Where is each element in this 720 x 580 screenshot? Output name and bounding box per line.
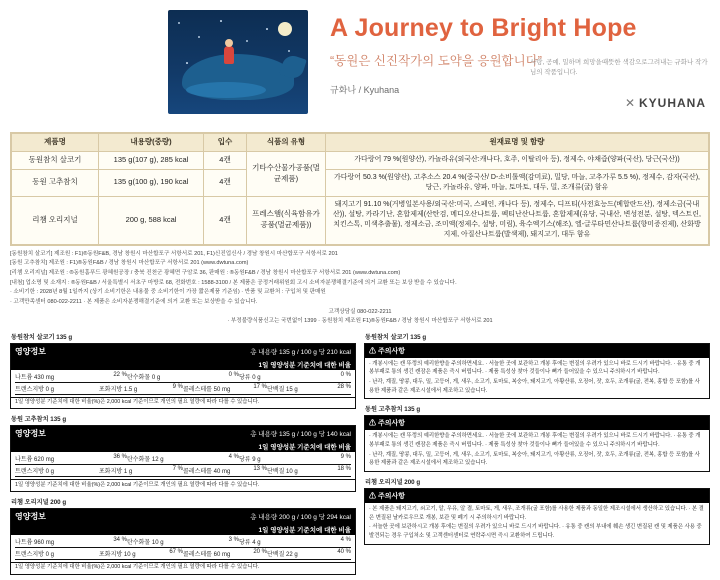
nutrient-cell: 트랜스지방 0 g — [15, 469, 54, 476]
nutrient-cell: 단백질 15 g — [267, 386, 298, 393]
nutrition-footer: 1일 영양성분 기준치에 대한 비율(%)은 2,000 kcal 기준이므로 개인의 필요 열량에 따라 다를 수 있습니다. — [11, 479, 355, 491]
th-ingredients: 원재료명 및 함량 — [326, 134, 709, 152]
nutrient-cell: 당류 0 g — [239, 374, 261, 381]
cell-ingredients: 돼지고기 91.10 %(거병일본사용/외국산:미국, 스페인, 캐나다 등), 정제수, 디프티(사전효능드(베합란드산), 정제소금(국내산)), 설탕, 카라기난, 혼합제제(산탄검, 메디오산나트륨, 펙티난산나트륨, 혼합제제(유당, 국내산, 변성전분, 설탕, 덱스트린, 치킨스톡, 미색추출물), 정제소금, 조미액(정제수, 설탕, 미림), 육수엑기스(해조), 엘-글루타민산나트륨(향미증진제), 산화방지제, 아질산나트륨(발색제), 돼지고기, 대두 함유 — [326, 197, 709, 245]
nutrient-pct: 20 % — [253, 548, 267, 555]
whale-belly — [186, 82, 266, 98]
caution-box — [364, 488, 710, 545]
rider-figure — [224, 46, 234, 64]
nutrient-cell: 콜레스테롤 50 mg — [183, 386, 231, 393]
product-info-table-wrap — [10, 132, 710, 246]
nutrient-cell: 탄수화물 10 g — [127, 539, 164, 546]
nutrient-cell: 트랜스지방 0 g — [15, 386, 54, 393]
nutrient-pct: 7 % — [172, 466, 183, 473]
caution-line: · 난각, 계질, 땅콩, 대두, 밀, 고등어, 게, 새우, 소고기, 토마토, 복숭아, 돼지고기, 아황산류, 오징어, 잣, 호두, 조개류(굴, 전복, 홍합 등 포함)를 사용한 제품과 같은 제조시설에서 제조하고 있습니다. — [369, 451, 700, 467]
table-row — [12, 151, 709, 169]
table-header-row — [12, 134, 709, 152]
panel-product-line: 리챔 오리지널 200 g — [365, 478, 421, 486]
nutrient-cell: 당류 4 g — [239, 539, 261, 546]
nutrient-cell: 포화지방 1.5 g — [99, 386, 138, 393]
nutrient-cell: 콜레스테롤 40 mg — [183, 469, 231, 476]
caution-body — [365, 503, 709, 544]
cell-ingredients: 가다랑어 50.3 %(원양산), 고추소스 20.4 %(중국산/ D-소비톨액(감미료), 밀당, 마늘, 고추가루 5.5 %), 정제수, 감자(국산), 당근, 카놀라유, 양파, 마늘, 토마토, 대두, 밀, 조개류(굴) 함유 — [326, 169, 709, 196]
footnote-line: [내첨] 업소명 및 소재지 : ®동원F&B / 서울특별시 서초구 마방로 68, 전화번호 : 1588-3100 / 본 제품은 공정거래위원회 고시 소비자분쟁해결기준에 의거 교환 또는 보상 받을 수 있습니다. — [10, 279, 457, 286]
caution-body — [365, 358, 709, 399]
nutrient-pct: 0 % — [340, 371, 351, 378]
nutrient-pct: 28 % — [337, 383, 351, 390]
caution-line: · 본 제품은 돼지고기, 쇠고기, 알, 우유, 알 결, 토마토, 게, 새우, 조개류(굴 포함)를 사용한 제품과 동일한 제조시설에서 생산하고 있습니다. · 본 결은 변질된 날카로우므로 개봉, 보관 및 폐기 시 주의하시기 바랍니다. — [369, 505, 704, 521]
hero-illustration — [168, 10, 308, 114]
caution-line: · 난각, 계질, 땅콩, 대두, 밀, 고등어, 게, 새우, 소고기, 토마토, 복숭아, 돼지고기, 아황산류, 오징어, 잣, 호두, 조개류(굴, 전복, 홍합 등 포함)를 사용한 제품과 같은 제조시설에서 제조하고 있습니다. — [369, 379, 700, 394]
footnote-line: [동원 고추참치] 제조원 : F1)®동원F&B / 경남 창원시 마산합포구 서항서로 201 (www.dwtuna.com) — [10, 260, 249, 267]
th-count: 입수 — [204, 134, 247, 152]
nutrient-pct: 17 % — [253, 383, 267, 390]
nutrition-rows — [11, 535, 355, 562]
caution-line: · 서늘한 곳에 보관하시고 개봉 후에는 변질의 우려가 있으니 바로 드시기 바랍니다. · 유통 중 캔의 부내에 훼손 생긴 변질된 캔 및 제품은 사용 중 발견되는 경우 구입처소 및 고객센터센터로 연락주시면 즉시 교환하여 드립니다. — [369, 524, 702, 539]
panel-product-line: 동원 고추참치 135 g — [365, 406, 421, 414]
nutrition-header — [11, 344, 355, 359]
nutrient-pct: 40 % — [337, 548, 351, 555]
nutrition-row — [15, 548, 351, 560]
nutrient-pct — [73, 549, 99, 558]
nutrition-column-right — [364, 332, 710, 580]
x-mark-icon: ✕ — [624, 96, 636, 110]
caution-title: ⚠ 주의사항 — [365, 489, 709, 503]
nutrient-cell: 단백질 22 g — [267, 551, 298, 558]
nutrition-header — [11, 509, 355, 524]
caution-title: ⚠ 주의사항 — [365, 344, 709, 358]
nutrition-facts-panel — [10, 425, 356, 492]
nutrition-rows — [11, 452, 355, 479]
artist-description: 사랑, 공예, 밀하며 희망을때뜻한 색감으로그려내는 규화나 작가님의 작품입니다. — [530, 59, 708, 76]
caution-line: · 개봉시에는 캔 뚜껑의 예리한향을 주의하면세요. · 서늘한 곳에 보관하고 개봉 후에는 변질의 우려가 있으니 바로 드시기 바랍니다. · 유통 중 개봉부패로 통의 생긴 캔잠은 제품은 즉시 버립니다. · 제품 특성상 찾아 것들이나 뼈가 들어있을 수 있으니 주의하시기 바랍니다. — [369, 433, 701, 449]
nutrient-cell: 나트륨 430 mg — [15, 374, 55, 381]
nutrient-pct: 36 % — [113, 454, 127, 461]
footnote-line: 고객상담실 080-022-2211 — [328, 308, 392, 315]
nutrition-title: 영양정보 — [15, 346, 46, 356]
cell-count: 4캔 — [204, 197, 247, 245]
cell-volume: 135 g(100 g), 190 kcal — [99, 169, 204, 196]
nutrition-row — [15, 383, 351, 395]
nutrition-row — [15, 371, 351, 383]
nutrient-pct — [73, 466, 99, 475]
footnote-line: · 소비기한 : 2028년 8월 1일까지 (상기 소비기한은 내용물 중 소비기한이 가장 짧은제품 기준임) · 반품 및 교환처 : 구입처 및 판매원 — [10, 289, 326, 296]
hero-subtitle: “동원은 신진작가의 도약을 응원합니다” — [330, 54, 542, 68]
nutrition-footer: 1일 영양성분 기준치에 대한 비율(%)은 2,000 kcal 기준이므로 개인의 필요 열량에 따라 다를 수 있습니다. — [11, 562, 355, 574]
nutrient-pct: 18 % — [337, 466, 351, 473]
nutrition-daily-value-bar: 1일 영양성분 기준치에 대한 비율 — [11, 524, 355, 535]
nutrient-cell: 나트륨 960 mg — [15, 539, 55, 546]
cell-ingredients: 가다랑어 79 %(원양산), 카놀라유(외국산:캐나다, 호주, 이탈리아 등), 정제수, 야채즙(양파(국산), 당근(국산)) — [326, 151, 709, 169]
nutrition-title: 영양정보 — [15, 511, 46, 521]
nutrient-pct: 4 % — [340, 536, 351, 543]
hero-text-block — [330, 6, 637, 96]
footnote-line: [동원참치 살코기] 제조원 : F1)®동원F&B, 경남 창원시 마산합포구 서항서로 201, F1)신진업신사 / 경남 창원시 마산합포구 서항서로 201 — [10, 250, 338, 257]
caution-box — [364, 343, 710, 400]
cell-count: 4캔 — [204, 151, 247, 169]
nutrient-pct — [73, 384, 99, 393]
nutrient-cell: 단백질 10 g — [267, 469, 298, 476]
nutrient-pct: 22 % — [113, 371, 127, 378]
nutrition-serving: 총 내용량 135 g / 100 g 당 140 kcal — [250, 431, 351, 439]
nutrition-facts-panel — [10, 343, 356, 410]
cell-volume: 200 g, 588 kcal — [99, 197, 204, 245]
panel-product-line: 리챔 오리지널 200 g — [11, 498, 67, 506]
cell-product-name: 리챔 오리지널 — [12, 197, 99, 245]
footnote-line: · 고객만족센터 080-022-2211 · 본 제품은 소비자분쟁해결기준에 의거 교환 또는 보상받을 수 있습니다. — [10, 298, 258, 305]
th-type: 식품의 유형 — [247, 134, 326, 152]
nutrition-daily-value-bar: 1일 영양성분 기준치에 대한 비율 — [11, 359, 355, 370]
nutrient-pct: 4 % — [228, 454, 239, 461]
caution-box — [364, 415, 710, 472]
nutrition-footer: 1일 영양성분 기준치에 대한 비율(%)은 2,000 kcal 기준이므로 개인의 필요 열량에 따라 다를 수 있습니다. — [11, 397, 355, 409]
panel-product-line: 동원참치 살코기 135 g — [365, 333, 427, 341]
th-volume: 내용량(중량) — [99, 134, 204, 152]
nutrient-cell: 콜레스테롤 60 mg — [183, 551, 231, 558]
nutrition-daily-value-bar: 1일 영양성분 기준치에 대한 비율 — [11, 441, 355, 452]
table-row — [12, 197, 709, 245]
nutrient-pct: 9 % — [340, 454, 351, 461]
th-product-name: 제품명 — [12, 134, 99, 152]
cell-type: 기타수산물가공품(멸균제품) — [247, 151, 326, 196]
brand-name: KYUHANA — [639, 96, 706, 110]
nutrition-facts-panel — [10, 508, 356, 575]
nutrient-cell: 포화지방 1 g — [99, 469, 133, 476]
nutrient-pct: 67 % — [169, 548, 183, 555]
nutrient-pct: 0 % — [228, 371, 239, 378]
nutrition-header — [11, 426, 355, 441]
nutrition-row — [15, 453, 351, 465]
nutrition-serving: 총 내용량 135 g / 100 g 당 210 kcal — [250, 348, 351, 356]
nutrient-cell: 탄수화물 0 g — [127, 374, 161, 381]
nutrition-serving: 총 내용량 200 g / 100 g 당 294 kcal — [250, 513, 351, 521]
nutrient-cell: 포화지방 10 g — [99, 551, 136, 558]
cell-volume: 135 g(107 g), 285 kcal — [99, 151, 204, 169]
nutrition-rows — [11, 370, 355, 397]
hero-header — [0, 0, 720, 126]
caution-line: · 개봉시에는 캔 뚜껑의 예리한향을 주의하면세요. · 서늘한 곳에 보관하고 개봉 후에는 변질의 우려가 있으니 바로 드시기 바랍니다. · 유통 중 개봉부패로 통의 생긴 캔잠은 제품은 즉시 버립니다. · 제품 특성상 찾아 것들이나 뼈가 들어있을 수 있으니 주의하시기 바랍니다. — [369, 360, 701, 376]
footnotes — [10, 250, 710, 326]
nutrient-cell: 나트륨 620 mg — [15, 457, 55, 464]
panel-product-line: 동원참치 살코기 135 g — [11, 333, 73, 341]
nutrition-row — [15, 465, 351, 477]
table-row — [12, 169, 709, 196]
footnote-line: [리챔 오리지널] 제조원 : ®동원홈푸드 광혜원공장 / 충북 진천군 광혜면 구암로 36, 판매원 : ®동원F&B / 경남 창원시 마산합포구 서항서로 201 (www.dwtuna.com) — [10, 269, 401, 276]
nutrient-pct: 13 % — [253, 466, 267, 473]
caution-title: ⚠ 주의사항 — [365, 416, 709, 430]
nutrition-column-left — [10, 332, 356, 580]
cell-type: 프레스햄(식육함유가공품(멸균제품)) — [247, 197, 326, 245]
cell-product-name: 동원참치 살코기 — [12, 151, 99, 169]
nutrition-panels — [10, 332, 710, 580]
nutrient-cell: 탄수화물 12 g — [127, 457, 164, 464]
nutrient-pct: 9 % — [172, 383, 183, 390]
nutrient-pct: 3 % — [228, 536, 239, 543]
nutrient-cell: 당류 9 g — [239, 457, 261, 464]
artist-credit: 규화나 / Kyuhana — [330, 85, 400, 95]
brand-logo — [625, 96, 706, 110]
moon-icon — [278, 22, 292, 36]
nutrition-title: 영양정보 — [15, 429, 46, 439]
nutrient-pct: 34 % — [113, 536, 127, 543]
product-info-table — [11, 133, 709, 245]
panel-product-line: 동원 고추참치 135 g — [11, 416, 67, 424]
nutrient-cell: 트랜스지방 0 g — [15, 551, 54, 558]
page-title: A Journey to Bright Hope — [330, 14, 637, 42]
caution-body — [365, 430, 709, 471]
footnote-line: · 부정불량식품신고는 국번없이 1399 · 동원참치 제조원 F1)®동원F&B / 경남 창원시 마산합포구 서항서로 201 — [227, 318, 493, 325]
nutrition-row — [15, 536, 351, 548]
cell-product-name: 동원 고추참치 — [12, 169, 99, 196]
cell-count: 4캔 — [204, 169, 247, 196]
